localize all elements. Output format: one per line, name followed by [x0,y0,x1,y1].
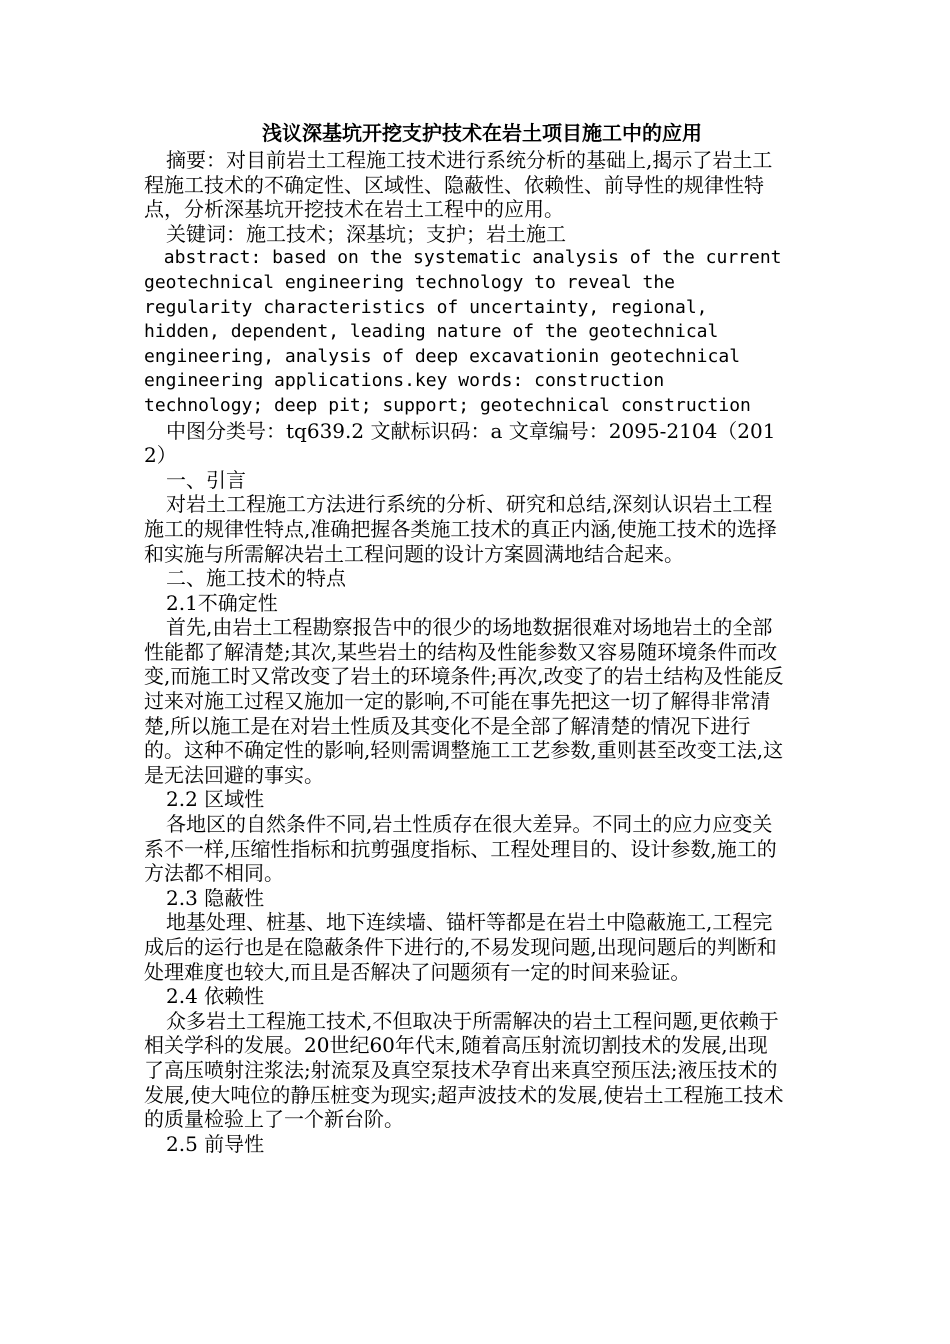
section-body-uncertainty: 首先,由岩土工程勘察报告中的很少的场地数据很难对场地岩土的全部性能都了解清楚;其次,某些岩土的结构及性能参数又容易随环境条件而改变,而施工时又常改变了岩土的环境条件;再次,改变了的岩土结构及性能反过来对施工过程又施加一定的影响,不可能在事先把这一切了解得非常清楚,所以施工是在对岩土性质及其变化不是全部了解清楚的情况下进行的。这种不确定性的影响,轻则需调整施工工艺参数,重则甚至改变工法,这是无法回避的事实。 [144,615,784,787]
section-heading-leading: 2.5 前导性 [166,1131,265,1156]
abstract-cn: 摘要：对目前岩土工程施工技术进行系统分析的基础上,揭示了岩土工程施工技术的不确定性、区域性、隐蔽性、依赖性、前导性的规律性特点，分析深基坑开挖技术在岩土工程中的应用。 [144,148,773,222]
keywords-cn: 关键词：施工技术；深基坑；支护；岩土施工 [166,221,566,246]
section-heading-dependency: 2.4 依赖性 [166,984,265,1009]
section-heading-regional: 2.2 区域性 [166,787,265,812]
classification-line: 中图分类号：tq639.2 文献标识码：a 文章编号：2095-2104（2012） [144,418,776,468]
section-heading-hidden: 2.3 隐蔽性 [166,885,265,910]
document-page [144,120,784,1156]
section-heading-features: 二、施工技术的特点 [166,566,346,591]
section-body-dependency: 众多岩土工程施工技术,不但取决于所需解决的岩土工程问题,更依赖于相关学科的发展。20世纪60年代末,随着高压射流切割技术的发展,出现了高压喷射注浆法;射流泵及真空泵技术孕育出来真空预压法;液压技术的发展,使大吨位的静压桩变为现实;超声波技术的发展,使岩土工程施工技术的质量检验上了一个新台阶。 [144,1008,784,1132]
section-body-hidden: 地基处理、桩基、地下连续墙、锚杆等都是在岩土中隐蔽施工,工程完成后的运行也是在隐蔽条件下进行的,不易发现问题,出现问题后的判断和处理难度也较大,而且是否解决了问题须有一定的时间来验证。 [144,910,777,984]
document-title: 浅议深基坑开挖支护技术在岩土项目施工中的应用 [262,121,702,145]
section-heading-intro: 一、引言 [166,467,246,492]
abstract-en: abstract: based on the systematic analysis of the current geotechnical engineering technology to reveal the regularity characteristics of uncertainty, regional, hidden, dependent, leading nature of the geotechnical engineering, analysis of deep excavationin geotechnical engineering applications.key words: construction technology; deep pit; support; geotechnical construction [144,247,782,416]
section-heading-uncertainty: 2.1不确定性 [166,590,278,615]
section-body-regional: 各地区的自然条件不同,岩土性质存在很大差异。不同土的应力应变关系不一样,压缩性指标和抗剪强度指标、工程处理目的、设计参数,施工的方法都不相同。 [144,812,777,886]
section-body-intro: 对岩土工程施工方法进行系统的分析、研究和总结,深刻认识岩土工程施工的规律性特点,准确把握各类施工技术的真正内涵,使施工技术的选择和实施与所需解决岩土工程问题的设计方案圆满地结合起来。 [144,492,777,566]
